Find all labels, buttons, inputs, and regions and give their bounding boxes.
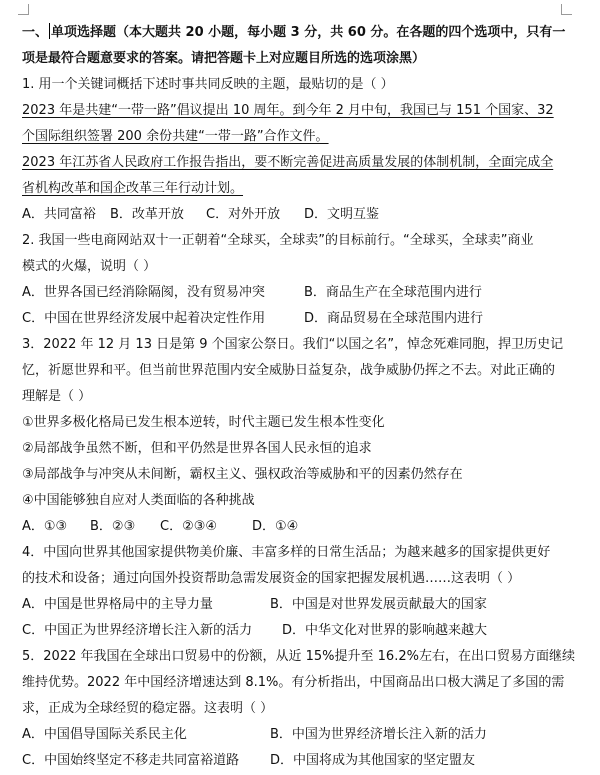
question-1 bbox=[22, 72, 570, 228]
statement-3: ③局部战争与冲突从未间断，霸权主义、强权政治等威胁和平的因素仍然存在 bbox=[22, 467, 463, 482]
option-b: B．改革开放 bbox=[110, 207, 184, 222]
text-cursor bbox=[49, 23, 50, 39]
option-b: B．中国为世界经济增长注入新的活力 bbox=[270, 727, 487, 742]
question-2 bbox=[22, 228, 570, 332]
option-c: C．中国始终坚定不移走共同富裕道路 bbox=[22, 753, 240, 768]
options-row bbox=[22, 514, 570, 540]
statement-1: ①世界多极化格局已发生根本逆转，时代主题已发生根本性变化 bbox=[22, 415, 385, 430]
exam-page bbox=[22, 20, 575, 774]
question-stem: 理解是（ ） bbox=[22, 389, 92, 404]
statement-4: ④中国能够独自应对人类面临的各种挑战 bbox=[22, 493, 255, 508]
section-prefix: 一、 bbox=[22, 25, 49, 40]
question-stem: 求，正成为全球经贸的稳定器。这表明（ ） bbox=[22, 701, 274, 716]
option-d: D．中华文化对世界的影响越来越大 bbox=[282, 623, 488, 638]
options-row bbox=[22, 202, 570, 228]
options-row bbox=[22, 748, 570, 774]
option-a: A．①③ bbox=[22, 519, 68, 534]
option-d: D．中国将成为其他国家的坚定盟友 bbox=[270, 753, 476, 768]
question-stem: 1. 用一个关键词概括下述时事共同反映的主题，最贴切的是（ ） bbox=[22, 77, 394, 92]
option-a: A．世界各国已经消除隔阂，没有贸易冲突 bbox=[22, 285, 265, 300]
material-line: 省机构改革和国企改革三年行动计划。 bbox=[22, 181, 244, 196]
statement-2: ②局部战争虽然不断，但和平仍然是世界各国人民永恒的追求 bbox=[22, 441, 372, 456]
option-d: D．①④ bbox=[252, 519, 299, 534]
question-stem: 模式的火爆，说明（ ） bbox=[22, 259, 157, 274]
option-c: C．中国正为世界经济增长注入新的活力 bbox=[22, 623, 253, 638]
section-heading bbox=[22, 20, 570, 46]
question-3 bbox=[22, 332, 570, 540]
option-c: C．中国在世界经济发展中起着决定性作用 bbox=[22, 311, 266, 326]
option-a: A．共同富裕 bbox=[22, 207, 96, 222]
material-line: 2023 年江苏省人民政府工作报告指出，要不断完善促进高质量发展的体制机制，全面完成全 bbox=[22, 155, 554, 170]
options-row bbox=[22, 618, 570, 644]
options-row bbox=[22, 722, 570, 748]
question-stem: 3．2022 年 12 月 13 日是第 9 个国家公祭日。我们“以国之名”，悼念死难同胞，捍卫历史记 bbox=[22, 337, 564, 352]
page-corner-mark-right bbox=[561, 4, 572, 15]
option-b: B．中国是对世界发展贡献最大的国家 bbox=[270, 597, 487, 612]
options-row bbox=[22, 306, 570, 332]
question-stem: 2. 我国一些电商网站双十一正朝着“全球买，全球卖”的目标前行。“全球买，全球卖”商业 bbox=[22, 233, 534, 248]
question-stem: 忆，祈愿世界和平。但当前世界范围内安全威胁日益复杂，战争威胁仍挥之不去。对此正确的 bbox=[22, 363, 556, 378]
material-line: 2023 年是共建“一带一路”倡议提出 10 周年。到今年 2 月中旬，我国已与 151 个国家、32 bbox=[22, 103, 554, 118]
section-heading-text: 单项选择题（本大题共 20 小题，每小题 3 分，共 60 分。在各题的四个选项中，只有一 bbox=[51, 25, 566, 40]
question-stem: 的技术和设备；通过向国外投资帮助急需发展资金的国家把握发展机遇……这表明（ ） bbox=[22, 571, 521, 586]
option-c: C．②③④ bbox=[160, 519, 218, 534]
options-row bbox=[22, 592, 570, 618]
question-stem: 4．中国向世界其他国家提供物美价廉、丰富多样的日常生活品；为越来越多的国家提供更好 bbox=[22, 545, 551, 560]
options-row bbox=[22, 280, 570, 306]
option-a: A．中国倡导国际关系民主化 bbox=[22, 727, 187, 742]
question-stem: 维持优势。2022 年中国经济增速达到 8.1%。有分析指出，中国商品出口极大满足了多国的需 bbox=[22, 675, 565, 690]
option-d: D．商品贸易在全球范围内进行 bbox=[304, 311, 484, 326]
option-c: C．对外开放 bbox=[206, 207, 281, 222]
section-heading-line2: 项是最符合题意要求的答案。请把答题卡上对应题目所选的选项涂黑） bbox=[22, 51, 426, 66]
option-d: D．文明互鉴 bbox=[304, 207, 380, 222]
option-b: B．②③ bbox=[90, 519, 136, 534]
question-stem: 5．2022 年我国在全球出口贸易中的份额，从近 15%提升至 16.2%左右，在出口贸易方面继续 bbox=[22, 649, 575, 664]
option-a: A．中国是世界格局中的主导力量 bbox=[22, 597, 213, 612]
option-b: B．商品生产在全球范围内进行 bbox=[304, 285, 482, 300]
question-4 bbox=[22, 540, 570, 644]
material-line: 个国际组织签署 200 余份共建“一带一路”合作文件。 bbox=[22, 129, 329, 144]
question-5 bbox=[22, 644, 575, 774]
page-corner-mark-left bbox=[18, 4, 29, 15]
